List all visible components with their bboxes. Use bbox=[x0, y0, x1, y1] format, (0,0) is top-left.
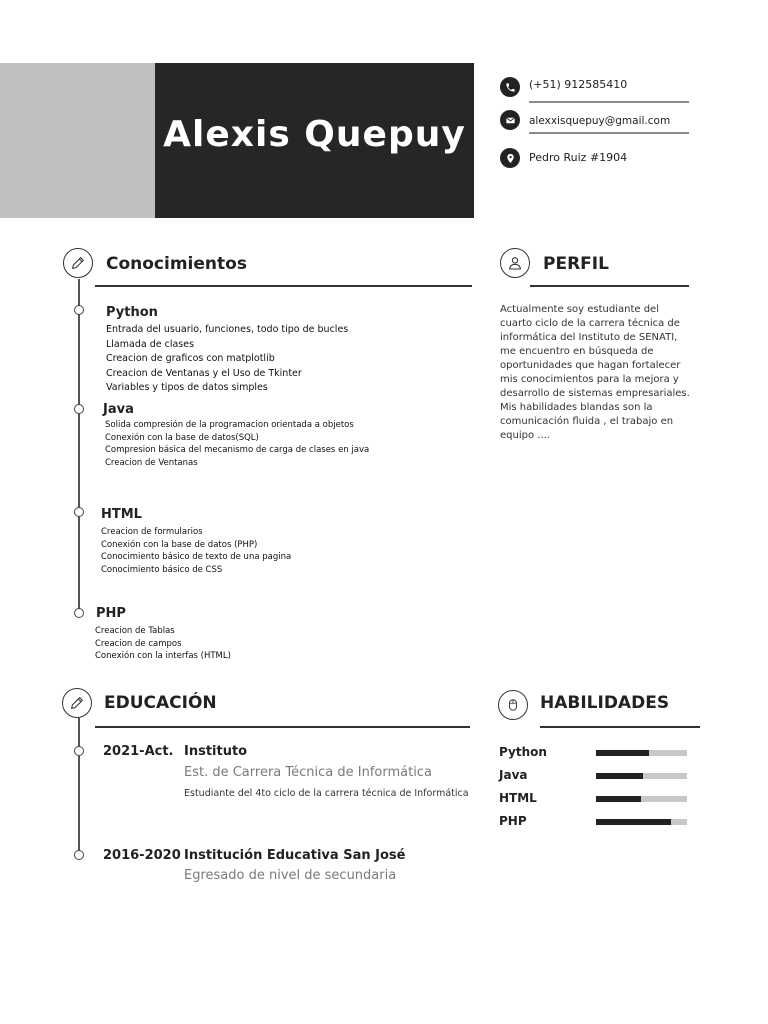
skill-bar-fill bbox=[596, 773, 643, 779]
knowledge-list-html bbox=[101, 526, 291, 576]
mouse-icon bbox=[498, 690, 528, 720]
list-item: Conocimiento básico de texto de una pagina bbox=[101, 552, 292, 562]
section-underline bbox=[540, 726, 700, 728]
edu-institution: Instituto bbox=[184, 744, 248, 759]
knowledge-title-python: Python bbox=[106, 305, 158, 320]
knowledge-title-php: PHP bbox=[96, 606, 126, 621]
list-item: Compresion básica del mecanismo de carga de clases en java bbox=[105, 445, 370, 455]
section-underline bbox=[530, 285, 689, 287]
skill-bar-python bbox=[596, 750, 687, 756]
list-item: Creacion de graficos con matplotlib bbox=[106, 353, 275, 364]
user-icon bbox=[500, 248, 530, 278]
timeline-dot bbox=[74, 850, 84, 860]
perfil-text: Actualmente soy estudiante del cuarto ciclo de la carrera técnica de informática del Instituto de SENATI, me encuentro en búsqueda de oportunidades que hagan fortalecer mis conocimientos para la mejora y desarrollo de sistemas empresariales. Mis habilidades blandas son la comunicación fluida , el trabajo en equipo .... bbox=[500, 304, 690, 441]
skill-bar-java bbox=[596, 773, 687, 779]
timeline-dot bbox=[74, 746, 84, 756]
list-item: Variables y tipos de datos simples bbox=[106, 382, 268, 393]
email-icon bbox=[500, 110, 520, 130]
skill-name-html: HTML bbox=[499, 791, 537, 805]
knowledge-list-php bbox=[95, 625, 231, 663]
list-item: Creacion de Ventanas bbox=[105, 457, 198, 468]
edu-year: 2016-2020 bbox=[103, 848, 181, 863]
knowledge-list-java bbox=[105, 419, 369, 469]
list-item: Entrada del usuario, funciones, todo tipo de bucles bbox=[106, 324, 349, 335]
list-item: Creacion de Ventanas y el Uso de Tkinter bbox=[106, 367, 302, 379]
edu-degree: Egresado de nivel de secundaria bbox=[184, 868, 397, 883]
knowledge-list-python bbox=[106, 323, 348, 396]
list-item: Conocimiento básico de CSS bbox=[101, 564, 223, 575]
list-item: Creacion de formularios bbox=[101, 527, 203, 537]
email-text[interactable]: alexxisquepuy@gmail.com bbox=[529, 115, 671, 127]
timeline-line bbox=[78, 718, 80, 854]
section-underline bbox=[95, 285, 472, 287]
edu-institution: Institución Educativa San José bbox=[184, 848, 406, 863]
skill-bar-html bbox=[596, 796, 687, 802]
address-text: Pedro Ruiz #1904 bbox=[529, 151, 628, 164]
edu-description: Estudiante del 4to ciclo de la carrera técnica de Informática bbox=[184, 788, 469, 799]
section-title-educacion: EDUCACIÓN bbox=[104, 693, 217, 713]
skill-bar-fill bbox=[596, 796, 641, 802]
candidate-name: Alexis Quepuy bbox=[163, 114, 466, 155]
location-pin-icon bbox=[500, 148, 520, 168]
pencil-icon bbox=[63, 248, 93, 278]
skill-bar-fill bbox=[596, 819, 671, 825]
list-item: Creacion de Tablas bbox=[95, 626, 175, 636]
timeline-dot bbox=[74, 608, 84, 618]
knowledge-title-java: Java bbox=[103, 402, 134, 417]
list-item: Llamada de clases bbox=[106, 338, 195, 350]
list-item: Conexión con la base de datos(SQL) bbox=[105, 432, 259, 443]
header-gray-block bbox=[0, 63, 155, 218]
contact-divider bbox=[529, 132, 689, 134]
contact-divider bbox=[529, 101, 689, 103]
timeline-dot bbox=[74, 507, 84, 517]
section-title-perfil: PERFIL bbox=[543, 254, 609, 274]
list-item: Conexión con la interfas (HTML) bbox=[95, 651, 231, 661]
list-item: Creacion de campos bbox=[95, 638, 182, 649]
section-underline bbox=[95, 726, 470, 728]
list-item: Conexión con la base de datos (PHP) bbox=[101, 539, 258, 550]
timeline-dot bbox=[74, 404, 84, 414]
phone-text: (+51) 912585410 bbox=[529, 78, 628, 91]
section-title-habilidades: HABILIDADES bbox=[540, 693, 670, 713]
pencil-icon bbox=[62, 688, 92, 718]
list-item: Solida compresión de la programacion orientada a objetos bbox=[105, 420, 354, 430]
timeline-dot bbox=[74, 305, 84, 315]
edu-degree: Est. de Carrera Técnica de Informática bbox=[184, 765, 432, 780]
skill-name-php: PHP bbox=[499, 814, 527, 828]
edu-year: 2021-Act. bbox=[103, 744, 174, 759]
skill-bar-fill bbox=[596, 750, 649, 756]
skill-bar-php bbox=[596, 819, 687, 825]
timeline-line bbox=[78, 279, 80, 613]
skill-name-python: Python bbox=[499, 745, 547, 759]
knowledge-title-html: HTML bbox=[101, 507, 142, 522]
phone-icon bbox=[500, 77, 520, 97]
skill-name-java: Java bbox=[499, 768, 528, 782]
section-title-conocimientos: Conocimientos bbox=[106, 254, 247, 274]
